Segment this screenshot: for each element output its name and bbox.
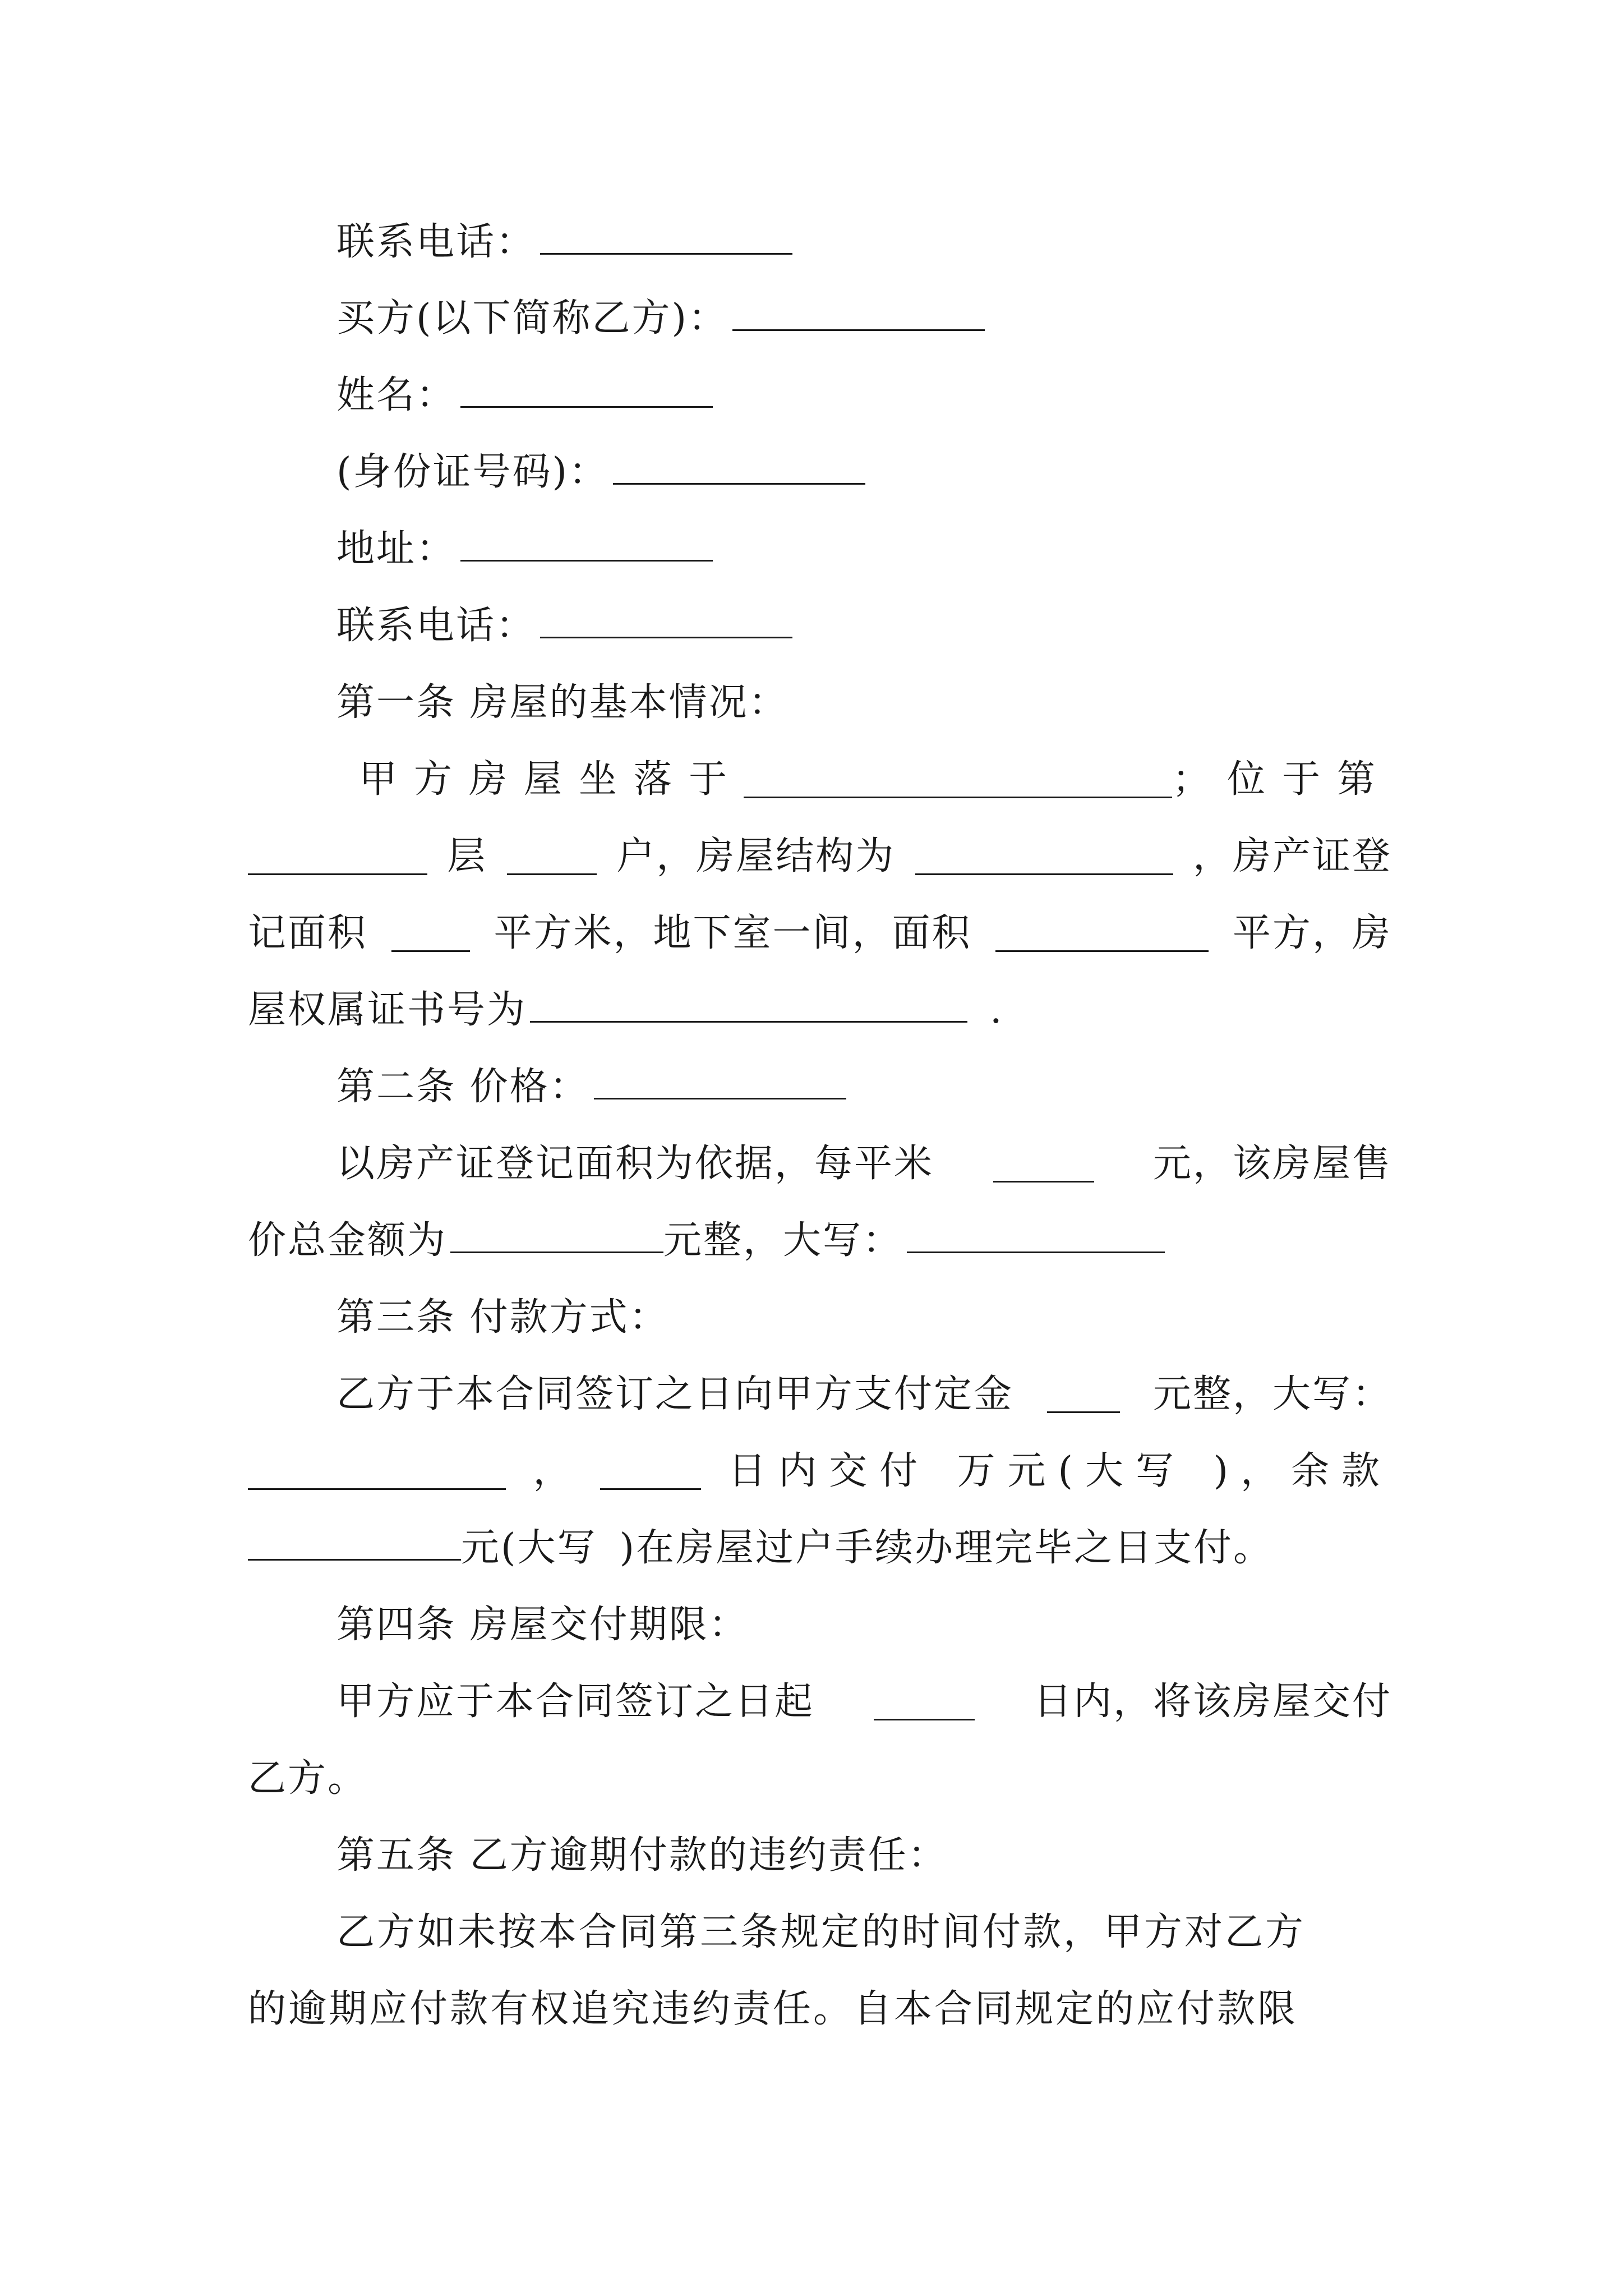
- unit-price-label: 以房产证登记面积为依据，每平米: [336, 1142, 934, 1186]
- area-label: 记面积: [248, 911, 368, 955]
- deposit-blank: [1047, 1377, 1120, 1413]
- balance-label: )，余款: [1213, 1449, 1392, 1493]
- article-4-para-line-2: 乙方。: [248, 1756, 368, 1801]
- title-cert-period: .: [990, 988, 1004, 1032]
- comma-sep: ，: [533, 1449, 573, 1493]
- buyer-phone-line: [336, 598, 1392, 654]
- article-5-para-line-2: 的逾期应付款有权追究违约责任。自本合同规定的应付款限: [248, 1987, 1298, 2031]
- article-2-heading-line: [336, 1059, 1392, 1115]
- property-location-label: 甲方房屋坐落于: [359, 757, 744, 802]
- title-cert-blank: [530, 986, 967, 1023]
- total-price-lead: 元，该房屋售: [1152, 1142, 1392, 1186]
- floor-number-blank: [248, 839, 427, 875]
- basement-area-blank: [995, 915, 1209, 952]
- delivery-label: 甲方应于本合同签订之日起: [336, 1680, 815, 1724]
- article-2-para-line-1: [336, 1136, 1392, 1192]
- balance-blank: [248, 1524, 461, 1561]
- basement-label: 平方米，地下室一间，面积: [494, 911, 972, 955]
- balance-terms: )在房屋过户手续办理完毕之日支付。: [619, 1526, 1274, 1570]
- article-5-para-line-1: 乙方如未按本合同第三条规定的时间付款，甲方对乙方: [336, 1910, 1306, 1954]
- total-price-capital-label: 元整，大写：: [663, 1218, 903, 1263]
- article-3-para-line-3: [248, 1520, 1392, 1576]
- buyer-address-line: [336, 521, 1392, 577]
- structure-label: 户，房屋结构为: [616, 834, 896, 878]
- article-1-heading: 第一条 房屋的基本情况：: [336, 680, 789, 725]
- balance-capital-label: 元(大写: [461, 1526, 597, 1570]
- buyer-name-blank: [460, 371, 713, 408]
- article-5-heading: 第五条 乙方逾期付款的违约责任：: [336, 1833, 948, 1878]
- unit-number-blank: [507, 839, 597, 875]
- article-3-para-line-1: [336, 1366, 1392, 1423]
- seller-phone-line: [336, 214, 1392, 270]
- article-2-para-line-2: [248, 1213, 1392, 1269]
- area-blank: [391, 915, 470, 952]
- total-price-capital-blank: [907, 1217, 1165, 1253]
- unit-price-blank: [993, 1146, 1094, 1182]
- buyer-heading-line: [336, 291, 1392, 347]
- floor-unit-label: 层: [447, 834, 487, 878]
- deposit-capital-label: 元整，大写：: [1152, 1372, 1392, 1416]
- buyer-address-label: 地址：: [336, 527, 457, 571]
- buyer-address-blank: [460, 525, 713, 562]
- buyer-id-label: (身份证号码)：: [336, 450, 609, 494]
- buyer-name-line: [336, 367, 1392, 424]
- buyer-phone-blank: [540, 602, 792, 638]
- article-1-para-line-4: [248, 982, 1392, 1038]
- buyer-blank: [732, 295, 985, 331]
- payment-days-label: 日内交付: [728, 1449, 930, 1493]
- buyer-heading-label: 买方(以下简称乙方)：: [336, 296, 728, 341]
- article-4-heading: 第四条 房屋交付期限：: [336, 1603, 749, 1647]
- seller-phone-label: 联系电话：: [336, 220, 536, 264]
- certificate-reg-label: ，房产证登: [1192, 834, 1392, 878]
- article-1-para-line-1: [359, 752, 1392, 808]
- buyer-id-blank: [613, 448, 865, 485]
- delivery-days-blank: [874, 1684, 975, 1720]
- deposit-label: 乙方于本合同签订之日向甲方支付定金: [336, 1372, 1014, 1416]
- price-blank: [594, 1063, 846, 1099]
- total-price-label: 价总金额为: [248, 1218, 448, 1263]
- delivery-terms: 日内，将该房屋交付: [1033, 1680, 1392, 1724]
- article-2-heading: 第二条 价格：: [336, 1065, 589, 1109]
- article-3-heading: 第三条 付款方式：: [336, 1295, 669, 1340]
- buyer-id-line: [336, 444, 1392, 500]
- deposit-capital-blank: [248, 1453, 506, 1490]
- article-4-para-line-1: [336, 1674, 1392, 1730]
- buyer-phone-label: 联系电话：: [336, 604, 536, 648]
- article-1-para-line-3: [248, 905, 1392, 961]
- total-price-blank: [450, 1217, 663, 1253]
- buyer-name-label: 姓名：: [336, 373, 457, 417]
- payment-amount-label: 万元(大写: [957, 1449, 1187, 1493]
- article-3-para-line-2: [248, 1443, 1392, 1499]
- property-location-blank: [744, 762, 1172, 798]
- property-floor-label: ；位于第: [1172, 757, 1392, 802]
- payment-days-blank: [600, 1453, 701, 1490]
- structure-blank: [915, 839, 1173, 875]
- seller-phone-blank: [540, 218, 792, 255]
- basement-unit-label: 平方，房: [1232, 911, 1392, 955]
- article-1-para-line-2: [248, 829, 1392, 885]
- title-cert-label: 屋权属证书号为: [248, 988, 527, 1032]
